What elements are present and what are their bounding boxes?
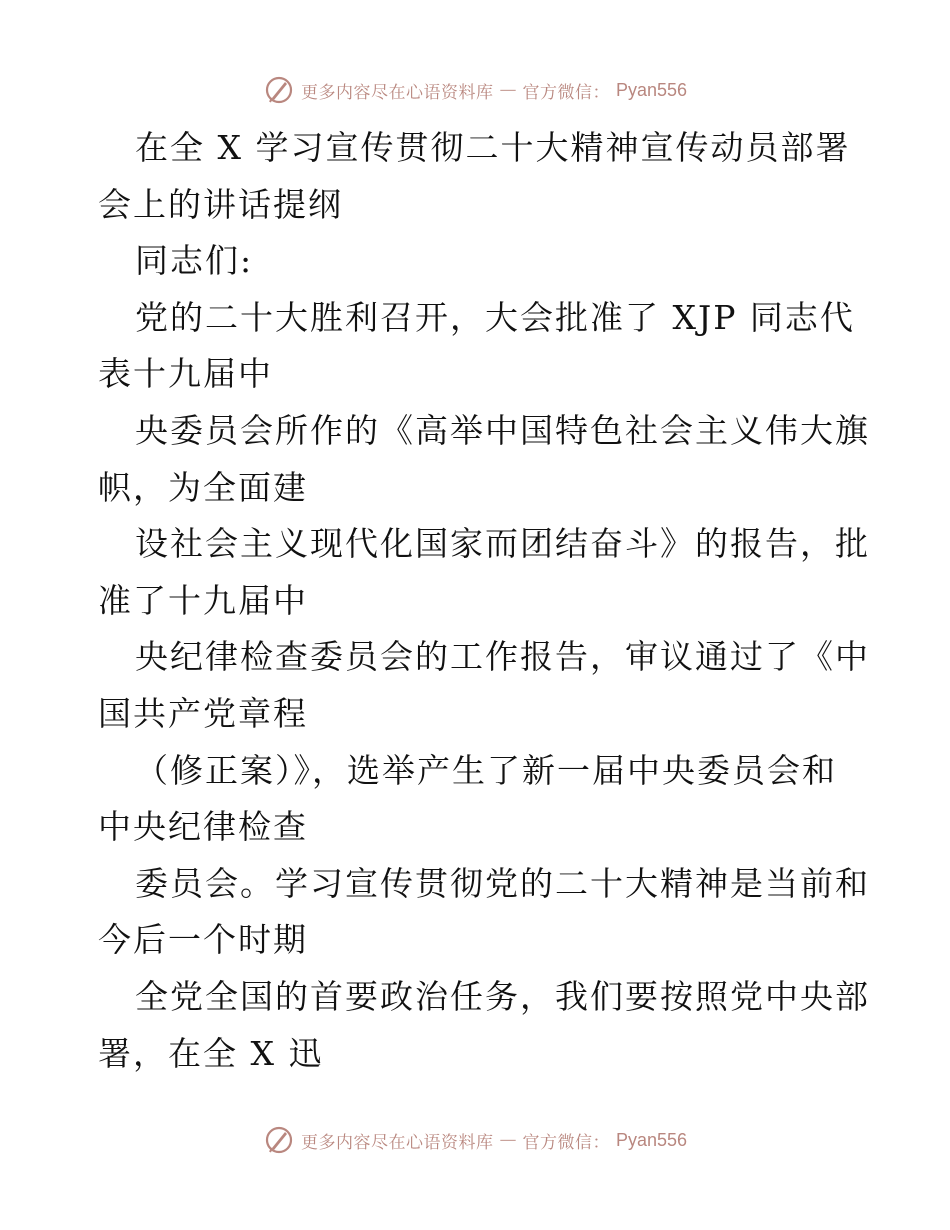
watermark-wechat-label: 官方微信： xyxy=(522,1132,610,1153)
watermark-separator: — xyxy=(499,80,517,100)
watermark-text: 更多内容尽在心语资料库 xyxy=(300,1132,494,1153)
paragraph-line: 央纪律检查委员会的工作报告，审议通过了《中 xyxy=(135,637,870,677)
document-body xyxy=(98,120,870,1082)
paragraph-line: 设社会主义现代化国家而团结奋斗》的报告，批 xyxy=(135,524,870,564)
header-watermark xyxy=(0,72,950,108)
paragraph-line: （修正案）》，选举产生了新一届中央委员会和 xyxy=(135,750,837,790)
salutation: 同志们: xyxy=(135,241,254,281)
quill-logo-icon xyxy=(263,74,295,106)
paragraph-line: 帜，为全面建 xyxy=(98,467,308,507)
paragraph-line: 准了十九届中 xyxy=(98,580,308,620)
paragraph-line: 全党全国的首要政治任务，我们要按照党中央部 xyxy=(135,976,870,1016)
paragraph-line: 央委员会所作的《高举中国特色社会主义伟大旗 xyxy=(135,410,870,450)
quill-logo-icon xyxy=(263,1124,295,1156)
title-line-2: 会上的讲话提纲 xyxy=(98,184,343,224)
paragraph-line: 委员会。学习宣传贯彻党的二十大精神是当前和 xyxy=(135,863,870,903)
watermark-text: 更多内容尽在心语资料库 xyxy=(300,82,494,103)
watermark-wechat-id: Pyan556 xyxy=(615,79,688,100)
paragraph-line: 国共产党章程 xyxy=(98,693,308,733)
watermark-separator: — xyxy=(499,1130,517,1150)
paragraph-line: 中央纪律检查 xyxy=(98,807,308,847)
watermark-wechat-label: 官方微信： xyxy=(522,82,610,103)
paragraph-line: 表十九届中 xyxy=(98,354,273,394)
title-line-1: 在全 X 学习宣传贯彻二十大精神宣传动员部署 xyxy=(135,128,851,167)
watermark-wechat-id: Pyan556 xyxy=(615,1129,688,1150)
paragraph-line: 党的二十大胜利召开，大会批准了 XJP 同志代 xyxy=(135,297,855,337)
paragraph-line: 今后一个时期 xyxy=(98,920,308,960)
paragraph-line: 署，在全 X 迅 xyxy=(98,1033,324,1073)
footer-watermark xyxy=(0,1122,950,1158)
